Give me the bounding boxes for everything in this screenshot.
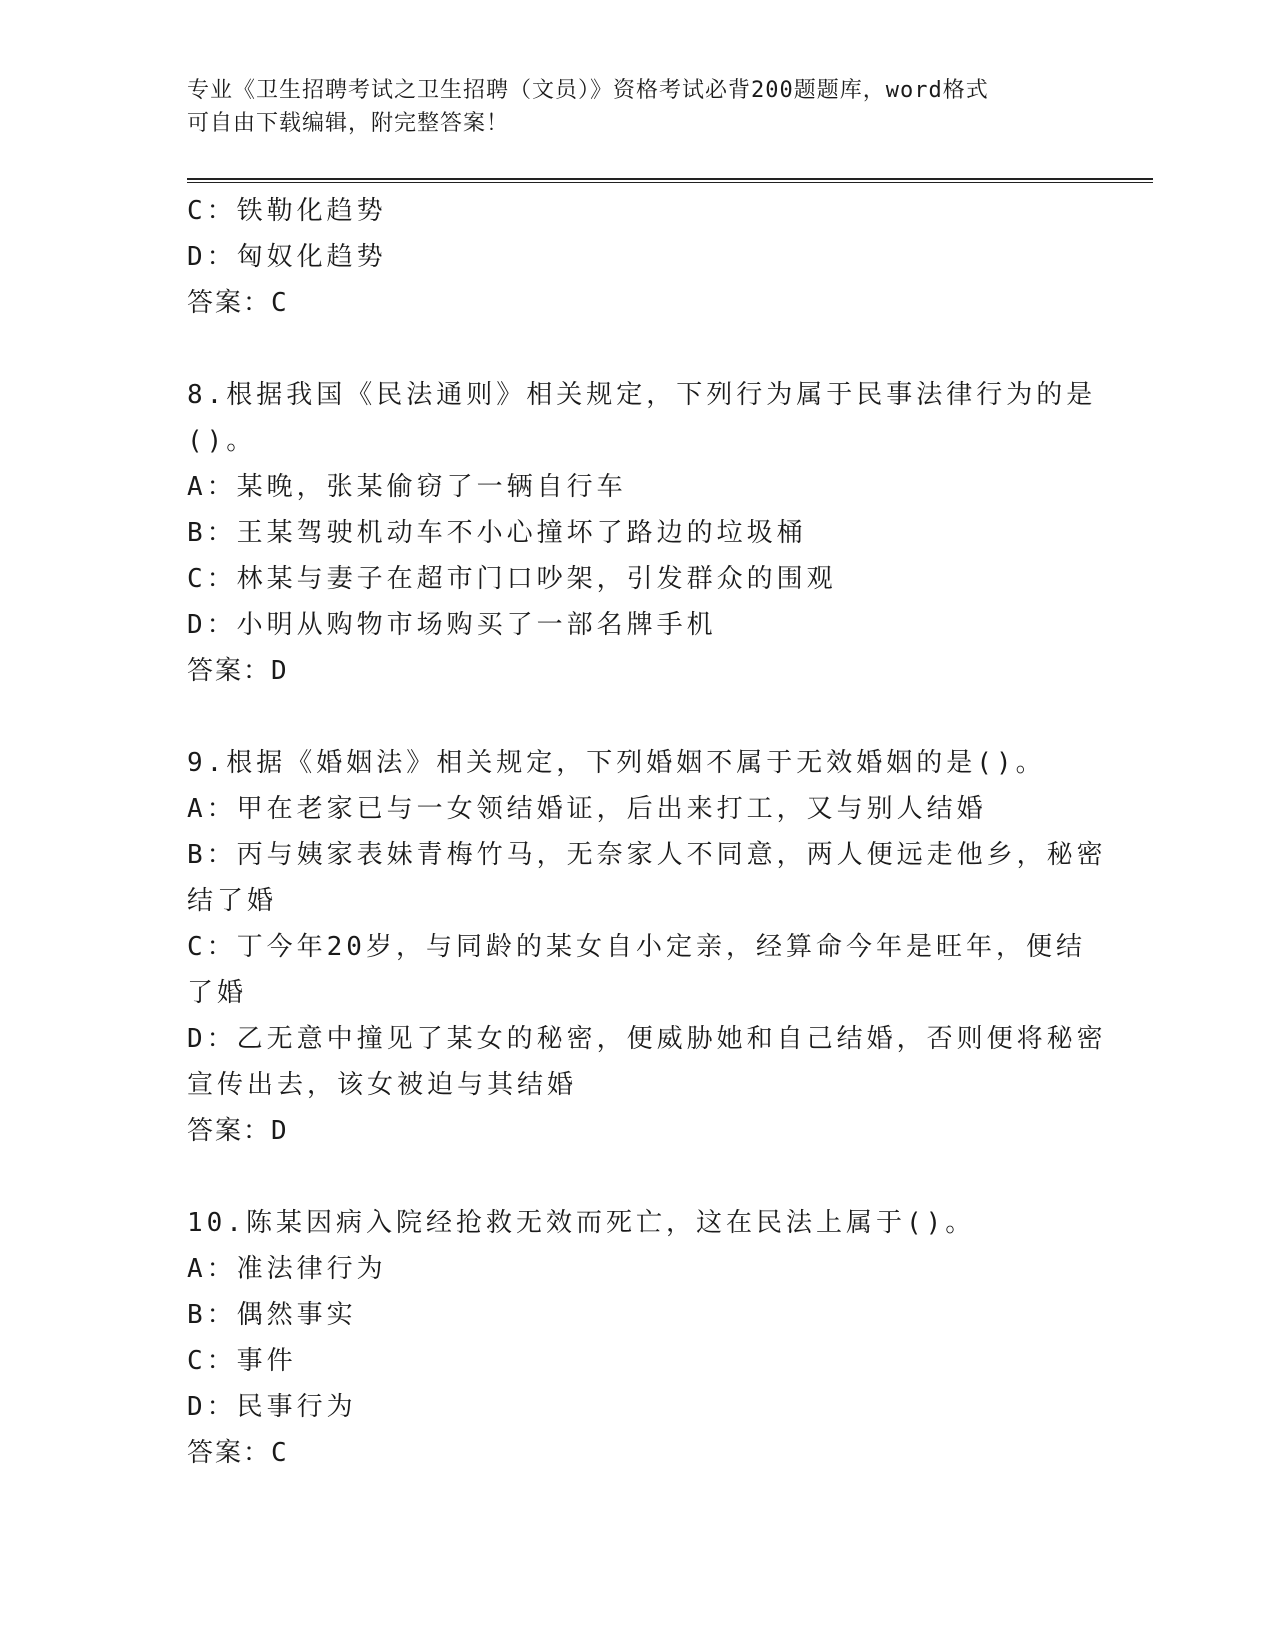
option-d: D：民事行为 [187, 1392, 357, 1422]
answer-line: 答案：C [187, 1438, 289, 1468]
option-c: C：林某与妻子在超市门口吵架，引发群众的围观 [187, 564, 837, 594]
option-b: B：丙与姨家表妹青梅竹马，无奈家人不同意，两人便远走他乡，秘密 [187, 840, 1107, 870]
header-divider [187, 178, 1153, 183]
answer-line: 答案：C [187, 288, 289, 318]
question-7-continued [187, 188, 1087, 326]
page-header [187, 74, 1067, 140]
option-c: C：铁勒化趋势 [187, 196, 387, 226]
option-d: D：匈奴化趋势 [187, 242, 387, 272]
question-8 [187, 372, 1097, 694]
question-stem-continued: ()。 [187, 426, 257, 456]
header-title-line2: 可自由下载编辑，附完整答案！ [187, 111, 510, 136]
option-a: A：某晚，张某偷窃了一辆自行车 [187, 472, 627, 502]
question-stem: 10.陈某因病入院经抢救无效而死亡，这在民法上属于()。 [187, 1208, 976, 1238]
option-d-continued: 宣传出去，该女被迫与其结婚 [187, 1070, 578, 1100]
spacer [187, 694, 1087, 740]
header-title-line1: 专业《卫生招聘考试之卫生招聘（文员）》资格考试必背200题题库，word格式 [187, 78, 989, 103]
question-stem: 8.根据我国《民法通则》相关规定，下列行为属于民事法律行为的是 [187, 380, 1097, 410]
option-c: C：事件 [187, 1346, 297, 1376]
option-a: A：甲在老家已与一女领结婚证，后出来打工，又与别人结婚 [187, 794, 987, 824]
option-b: B：偶然事实 [187, 1300, 357, 1330]
answer-line: 答案：D [187, 1116, 289, 1146]
spacer [187, 326, 1087, 372]
spacer [187, 1154, 1087, 1200]
option-d: D：乙无意中撞见了某女的秘密，便威胁她和自己结婚，否则便将秘密 [187, 1024, 1107, 1054]
question-stem: 9.根据《婚姻法》相关规定，下列婚姻不属于无效婚姻的是()。 [187, 748, 1046, 778]
option-c: C：丁今年20岁，与同龄的某女自小定亲，经算命今年是旺年，便结 [187, 932, 1086, 962]
answer-line: 答案：D [187, 656, 289, 686]
option-c-continued: 了婚 [187, 978, 248, 1008]
option-d: D：小明从购物市场购买了一部名牌手机 [187, 610, 717, 640]
option-a: A：准法律行为 [187, 1254, 387, 1284]
question-9 [187, 740, 1107, 1154]
question-10 [187, 1200, 1087, 1476]
option-b-continued: 结了婚 [187, 886, 278, 916]
option-b: B：王某驾驶机动车不小心撞坏了路边的垃圾桶 [187, 518, 807, 548]
question-list [187, 188, 1107, 1476]
